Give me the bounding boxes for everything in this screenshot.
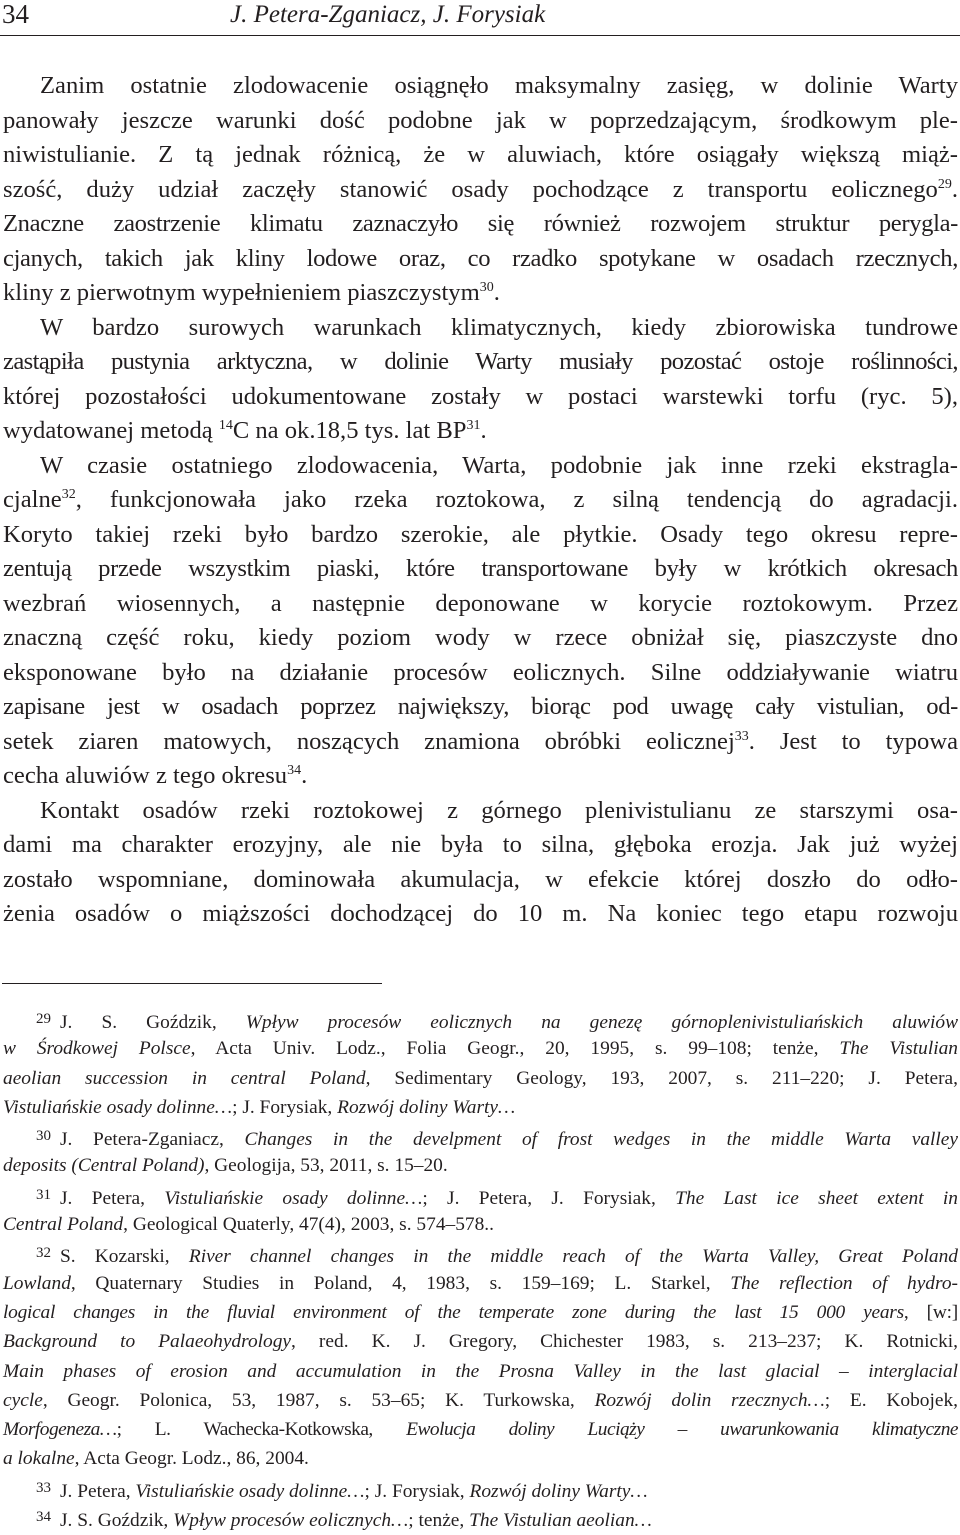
running-head: J. Petera-Zganiacz, J. Forysiak [230,1,546,28]
italic-text: The Last ice sheet extent in [675,1187,958,1209]
text-run: wezbrań wiosennych, a następnie deponowane w korycie roztokowym. Przez [3,589,958,617]
text-run: cecha aluwiów z tego okresu [3,762,288,789]
italic-text: Lowland [3,1272,71,1294]
footnote-line [3,1034,958,1063]
italic-text: cycle [3,1389,43,1411]
page-header [0,0,960,40]
italic-text: Changes in the develpment of frost wedges in the middle Warta valley [244,1129,959,1151]
text-run: C na ok.18,5 tys. lat BP [232,417,467,444]
footnote-line [3,1151,958,1180]
text-run: setek ziaren matowych, noszących znamiona obróbki eolicznej [3,727,735,755]
text-run: . [301,762,308,789]
footnotes [3,1005,958,1532]
text-run: , Sedimentary Geology, 193, 2007, s. 211–220; J. Petera, [365,1067,958,1089]
body-line [3,552,958,587]
text-run: ; tenże, [408,1510,470,1532]
text-run: W czasie ostatniego zlodowacenia, Warta, podobnie jak inne rzeki ekstragla- [40,451,958,479]
text-run: kliny z pierwotnym wypełnieniem piaszczystym [3,279,480,306]
text-run: cjalne [3,486,62,513]
body-line [3,345,958,380]
footnote-number: 30 [36,1128,51,1145]
text-run: . [951,175,958,203]
text-run: cjanych, takich jak kliny lodowe oraz, co rzadko spotykane w osadach rzecznych, [3,244,958,272]
text-run: eksponowane było na działanie procesów eolicznych. Silne oddziaływanie wiatru [3,658,958,686]
text-run: , [w:] [903,1301,958,1323]
text-run: , red. K. J. Gregory, Chichester 1983, s. 213–237; K. Rotnicki, [291,1331,958,1353]
text-run: S. Kozarski, [60,1246,189,1268]
text-run: , Quaternary Studies in Poland, 4, 1983, s. 159–169; L. Starkel, [70,1272,731,1294]
page-number: 34 [2,0,29,29]
text-run: zentują przede wszystkim piaski, które transportowane były w krótkich okresach [3,555,958,582]
text-run: J. Petera, [60,1480,136,1502]
footnote-line [3,1239,958,1268]
body-line [3,690,958,725]
footnote-line [3,1357,958,1386]
body-line [3,759,958,794]
text-run: . [480,417,487,444]
text-run: , Acta Univ. Lodz., Folia Geogr., 20, 1995, s. 99–108; tenże, [190,1038,840,1060]
footnote-line [3,1064,958,1093]
body-line [3,276,958,311]
italic-text: logical changes in the fluvial environment of the temperate zone during the last 15 000 years [3,1301,904,1323]
italic-text: The reflection of hydro- [730,1272,958,1294]
italic-text: Background to Palaeohydrology [3,1331,292,1353]
text-run: , Acta Geogr. Lodz., 86, 2004. [74,1448,309,1470]
superscript: 32 [61,487,76,502]
body-line [3,69,958,104]
text-run: znaczną część roku, kiedy poziom wody w rzece obniżał się, piaszczyste dno [3,624,958,651]
italic-text: Wpływ procesów eolicznych na genezę górnoplenivistuliańskich aluwiów [245,1012,959,1033]
superscript: 33 [734,728,749,744]
body-line [3,828,958,863]
footnote-number: 29 [36,1011,51,1027]
body-line [3,656,958,691]
body-line [3,242,958,277]
text-run: ; E. Kobojek, [824,1389,959,1411]
text-run: ; J. Petera, J. Forysiak, [422,1187,676,1209]
italic-text: deposits (Central Poland) [3,1155,205,1177]
footnote-line [3,1386,958,1415]
body-line [3,414,958,449]
footnote-line [3,1093,958,1122]
body-line [3,621,958,656]
text-run: , Geogr. Polonica, 53, 1987, s. 53–65; K. Turkowska, [42,1389,595,1411]
footnote-line [3,1122,958,1151]
italic-text: Rozwój doliny Warty… [337,1096,516,1118]
footnote-separator [2,983,382,984]
italic-text: aeolian succession in central Poland [3,1067,366,1089]
text-run: J. Petera, [60,1187,165,1209]
italic-text: a lokalne [3,1448,75,1470]
italic-text: Morfogeneza… [3,1419,117,1441]
header-rule [0,35,960,36]
footnote-line [3,1005,958,1034]
italic-text: Rozwój dolin rzecznych… [594,1389,825,1411]
footnote-number: 33 [36,1479,51,1496]
footnote-line [3,1474,958,1503]
text-run: . [493,279,500,306]
italic-text: The Vistulian aeolian… [469,1510,652,1532]
superscript: 34 [287,763,302,778]
text-run: ; L. Wachecka-Kotkowska, [116,1419,407,1441]
text-run: szość, duży udział zaczęły stanowić osady pochodzące z transportu eolicznego [3,175,938,203]
italic-text: Vistuliańskie osady dolinne… [135,1480,365,1502]
footnote-line [3,1269,958,1298]
text-run: ; J. Forysiak, [364,1480,470,1502]
text-run: . Jest to typowa [748,727,958,755]
text-run: zapisane jest w osadach poprzez największy, biorąc pod uwagę cały vistulian, od- [3,693,958,720]
text-run: zostało wspomniane, dominowała akumulacja, w efekcie której doszło do odło- [3,865,958,893]
text-run: dami ma charakter erozyjny, ale nie była to silna, głęboka erozja. Jak już wyżej [3,831,958,858]
text-run: , funkcjonowała jako rzeka roztokowa, z silną tendencją do agradacji. [75,486,958,513]
text-run: W bardzo surowych warunkach klimatycznych, kiedy zbiorowiska tundrowe [40,313,958,341]
text-run: , Geologija, 53, 2011, s. 15–20. [204,1155,448,1177]
footnote-number: 34 [36,1509,51,1526]
italic-text: Central Poland [3,1214,124,1236]
italic-text: Wpływ procesów eolicznych… [173,1510,409,1532]
text-run: Znaczne zaostrzenie klimatu zaznaczyło się również rozwojem struktur perygla- [3,210,958,237]
body-line [3,794,958,829]
text-run: Kontakt osadów rzeki roztokowej z górnego plenivistulianu ze starszymi osa- [40,796,958,824]
text-run: ; J. Forysiak, [232,1096,338,1118]
body-line [3,483,958,518]
body-line [3,138,958,173]
superscript: 29 [937,176,952,192]
body-line [3,725,958,760]
text-run: żenia osadów o miąższości dochodzącej do 10 m. Na koniec tego etapu rozwoju [3,900,958,927]
footnote-line [3,1503,958,1532]
body-line [3,311,958,346]
body-line [3,173,958,208]
body-line [3,897,958,932]
superscript: 14 [218,418,233,433]
body-line [3,587,958,622]
footnote-line [3,1444,958,1473]
italic-text: The Vistulian [839,1038,958,1060]
superscript: 30 [479,280,494,295]
superscript: 31 [466,418,481,433]
body-line [3,104,958,139]
body-line [3,380,958,415]
italic-text: Rozwój doliny Warty… [469,1480,648,1502]
italic-text: Ewolucja doliny Luciąży – uwarunkowania klimatyczne [406,1419,958,1441]
italic-text: Vistuliańskie osady dolinne… [164,1187,423,1209]
text-run: Koryto takiej rzeki było bardzo szerokie, ale płytkie. Osady tego okresu repre- [3,520,958,548]
text-run: J. S. Goździk, [60,1012,246,1033]
text-run: której pozostałości udokumentowane zostały w postaci warstewki torfu (ryc. 5), [3,382,958,410]
body-line [3,207,958,242]
body-line [3,518,958,553]
footnote-line [3,1298,958,1327]
text-run: zastąpiła pustynia arktyczna, w dolinie Warty musiały pozostać ostoje roślinności, [3,348,958,375]
text-run: J. S. Goździk, [60,1510,174,1532]
footnote-line [3,1327,958,1356]
body-line [3,863,958,898]
italic-text: Main phases of erosion and accumulation in the Prosna Valley in the last glacial – interglacial [3,1360,958,1382]
text-run: J. Petera-Zganiacz, [60,1129,245,1151]
body-line [3,449,958,484]
text-run: , Geological Quaterly, 47(4), 2003, s. 574–578.. [123,1214,494,1236]
footnote-number: 31 [36,1186,51,1203]
footnote-line [3,1415,958,1444]
text-run: niwistulianie. Z tą jednak różnicą, że w aluwiach, które osiągały większą miąż- [3,141,958,168]
text-run: wydatowanej metodą [3,417,219,444]
italic-text: River channel changes in the middle reach of the Warta Valley, Great Poland [188,1246,958,1268]
footnote-line [3,1210,958,1239]
text-run: panowały jeszcze warunki dość podobne jak w poprzedzającym, środkowym ple- [3,106,958,134]
footnote-number: 32 [36,1245,51,1262]
body-text [3,69,958,932]
footnote-line [3,1181,958,1210]
italic-text: Vistuliańskie osady dolinne… [3,1096,233,1118]
italic-text: w Środkowej Polsce [3,1038,191,1060]
text-run: Zanim ostatnie zlodowacenie osiągnęło maksymalny zasięg, w dolinie Warty [40,72,958,99]
